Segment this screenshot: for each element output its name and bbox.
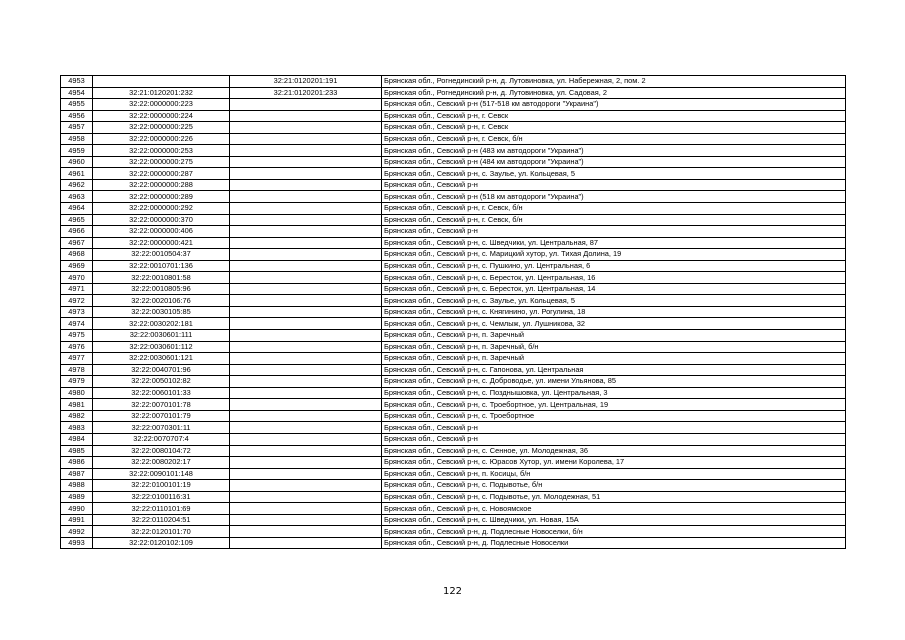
previous-number-cell [230, 145, 382, 157]
table-row [61, 214, 846, 226]
cadastral-number-cell: 32:22:0110101:69 [93, 503, 230, 515]
address-cell: Брянская обл., Севский р-н, с. Позднышовка, ул. Центральная, 3 [382, 387, 846, 399]
row-number-cell: 4967 [61, 237, 93, 249]
address-cell: Брянская обл., Севский р-н, с. Марицкий хутор, ул. Тихая Долина, 19 [382, 249, 846, 261]
previous-number-cell [230, 249, 382, 261]
previous-number-cell [230, 168, 382, 180]
row-number-cell: 4980 [61, 387, 93, 399]
cadastral-number-cell: 32:22:0000000:421 [93, 237, 230, 249]
table-row [61, 110, 846, 122]
address-cell: Брянская обл., Севский р-н (518 км автодороги "Украина") [382, 191, 846, 203]
address-cell: Брянская обл., Севский р-н (517-518 км автодороги "Украина") [382, 99, 846, 111]
previous-number-cell [230, 387, 382, 399]
registry-table [60, 75, 846, 549]
cadastral-number-cell: 32:22:0080104:72 [93, 445, 230, 457]
row-number-cell: 4964 [61, 203, 93, 215]
table-row [61, 133, 846, 145]
row-number-cell: 4974 [61, 318, 93, 330]
previous-number-cell [230, 410, 382, 422]
cadastral-number-cell: 32:22:0000000:288 [93, 179, 230, 191]
address-cell: Брянская обл., Севский р-н [382, 226, 846, 238]
table-row [61, 399, 846, 411]
previous-number-cell [230, 122, 382, 134]
address-cell: Брянская обл., Севский р-н, г. Севск, б/н [382, 203, 846, 215]
address-cell: Брянская обл., Севский р-н, с. Пушкино, ул. Центральная, 6 [382, 260, 846, 272]
address-cell: Брянская обл., Севский р-н [382, 179, 846, 191]
address-cell: Брянская обл., Севский р-н, с. Шведчики, ул. Центральная, 87 [382, 237, 846, 249]
previous-number-cell [230, 445, 382, 457]
row-number-cell: 4982 [61, 410, 93, 422]
cadastral-number-cell: 32:22:0000000:253 [93, 145, 230, 157]
row-number-cell: 4988 [61, 480, 93, 492]
address-cell: Брянская обл., Севский р-н, с. Княгинино, ул. Рогулина, 18 [382, 306, 846, 318]
cadastral-number-cell: 32:22:0070707:4 [93, 433, 230, 445]
row-number-cell: 4966 [61, 226, 93, 238]
row-number-cell: 4979 [61, 376, 93, 388]
table-row [61, 237, 846, 249]
table-row [61, 457, 846, 469]
previous-number-cell: 32:21:0120201:233 [230, 87, 382, 99]
row-number-cell: 4969 [61, 260, 93, 272]
cadastral-number-cell: 32:22:0070101:78 [93, 399, 230, 411]
previous-number-cell [230, 491, 382, 503]
table-row [61, 376, 846, 388]
row-number-cell: 4959 [61, 145, 93, 157]
table-row [61, 179, 846, 191]
previous-number-cell [230, 306, 382, 318]
table-row [61, 503, 846, 515]
previous-number-cell [230, 99, 382, 111]
address-cell: Брянская обл., Севский р-н, с. Подывотье, б/н [382, 480, 846, 492]
table-row [61, 283, 846, 295]
row-number-cell: 4961 [61, 168, 93, 180]
row-number-cell: 4991 [61, 514, 93, 526]
cadastral-number-cell: 32:22:0000000:289 [93, 191, 230, 203]
cadastral-number-cell: 32:22:0070101:79 [93, 410, 230, 422]
address-cell: Брянская обл., Севский р-н, с. Чемлыж, ул. Лушникова, 32 [382, 318, 846, 330]
table-row [61, 526, 846, 538]
table-row [61, 445, 846, 457]
address-cell: Брянская обл., Севский р-н [382, 433, 846, 445]
previous-number-cell [230, 295, 382, 307]
row-number-cell: 4986 [61, 457, 93, 469]
address-cell: Брянская обл., Севский р-н, с. Троебортное, ул. Центральная, 19 [382, 399, 846, 411]
address-cell: Брянская обл., Севский р-н, г. Севск [382, 122, 846, 134]
previous-number-cell [230, 433, 382, 445]
previous-number-cell [230, 364, 382, 376]
row-number-cell: 4983 [61, 422, 93, 434]
address-cell: Брянская обл., Севский р-н, с. Новоямское [382, 503, 846, 515]
cadastral-number-cell: 32:22:0100116:31 [93, 491, 230, 503]
table-row [61, 122, 846, 134]
previous-number-cell [230, 341, 382, 353]
cadastral-number-cell: 32:22:0000000:292 [93, 203, 230, 215]
address-cell: Брянская обл., Севский р-н, с. Заулье, ул. Кольцевая, 5 [382, 295, 846, 307]
cadastral-number-cell: 32:22:0120101:70 [93, 526, 230, 538]
row-number-cell: 4985 [61, 445, 93, 457]
registry-table-body [61, 76, 846, 549]
row-number-cell: 4955 [61, 99, 93, 111]
cadastral-number-cell: 32:22:0030202:181 [93, 318, 230, 330]
table-row [61, 306, 846, 318]
cadastral-number-cell: 32:22:0000000:275 [93, 156, 230, 168]
address-cell: Брянская обл., Севский р-н (484 км автодороги "Украина") [382, 156, 846, 168]
table-row [61, 480, 846, 492]
address-cell: Брянская обл., Севский р-н, с. Троебортное [382, 410, 846, 422]
table-row [61, 203, 846, 215]
cadastral-number-cell: 32:22:0090101:148 [93, 468, 230, 480]
previous-number-cell [230, 330, 382, 342]
cadastral-number-cell: 32:22:0070301:11 [93, 422, 230, 434]
table-row [61, 433, 846, 445]
row-number-cell: 4973 [61, 306, 93, 318]
previous-number-cell [230, 237, 382, 249]
table-row [61, 76, 846, 88]
cadastral-number-cell: 32:22:0000000:226 [93, 133, 230, 145]
address-cell: Брянская обл., Севский р-н, д. Подлесные Новоселки [382, 537, 846, 549]
previous-number-cell [230, 110, 382, 122]
table-row [61, 514, 846, 526]
table-row [61, 191, 846, 203]
row-number-cell: 4990 [61, 503, 93, 515]
table-row [61, 422, 846, 434]
cadastral-number-cell: 32:22:0000000:287 [93, 168, 230, 180]
previous-number-cell [230, 457, 382, 469]
table-row [61, 260, 846, 272]
table-row [61, 410, 846, 422]
previous-number-cell [230, 133, 382, 145]
cadastral-number-cell: 32:22:0010504:37 [93, 249, 230, 261]
cadastral-number-cell: 32:22:0040701:96 [93, 364, 230, 376]
address-cell: Брянская обл., Севский р-н, г. Севск [382, 110, 846, 122]
cadastral-number-cell: 32:22:0060101:33 [93, 387, 230, 399]
cadastral-number-cell: 32:22:0030601:121 [93, 353, 230, 365]
cadastral-number-cell: 32:22:0000000:223 [93, 99, 230, 111]
address-cell: Брянская обл., Севский р-н, с. Сенное, ул. Молодежная, 36 [382, 445, 846, 457]
address-cell: Брянская обл., Севский р-н, п. Косицы, б/н [382, 468, 846, 480]
table-row [61, 330, 846, 342]
row-number-cell: 4962 [61, 179, 93, 191]
table-row [61, 387, 846, 399]
address-cell: Брянская обл., Севский р-н, с. Подывотье, ул. Молодежная, 51 [382, 491, 846, 503]
row-number-cell: 4975 [61, 330, 93, 342]
row-number-cell: 4978 [61, 364, 93, 376]
row-number-cell: 4977 [61, 353, 93, 365]
previous-number-cell [230, 318, 382, 330]
address-cell: Брянская обл., Севский р-н, с. Юрасов Хутор, ул. имени Королева, 17 [382, 457, 846, 469]
table-row [61, 353, 846, 365]
table-row [61, 318, 846, 330]
address-cell: Брянская обл., Севский р-н [382, 422, 846, 434]
previous-number-cell: 32:21:0120201:191 [230, 76, 382, 88]
row-number-cell: 4993 [61, 537, 93, 549]
address-cell: Брянская обл., Севский р-н, с. Бересток, ул. Центральная, 16 [382, 272, 846, 284]
row-number-cell: 4953 [61, 76, 93, 88]
cadastral-number-cell: 32:21:0120201:232 [93, 87, 230, 99]
row-number-cell: 4957 [61, 122, 93, 134]
previous-number-cell [230, 203, 382, 215]
cadastral-number-cell: 32:22:0030105:85 [93, 306, 230, 318]
address-cell: Брянская обл., Севский р-н, с. Шведчики, ул. Новая, 15А [382, 514, 846, 526]
row-number-cell: 4970 [61, 272, 93, 284]
table-row [61, 491, 846, 503]
row-number-cell: 4968 [61, 249, 93, 261]
table-row [61, 99, 846, 111]
address-cell: Брянская обл., Севский р-н, с. Гапонова, ул. Центральная [382, 364, 846, 376]
row-number-cell: 4954 [61, 87, 93, 99]
address-cell: Брянская обл., Рогнединский р-н, д. Лутовиновка, ул. Набережная, 2, пом. 2 [382, 76, 846, 88]
row-number-cell: 4984 [61, 433, 93, 445]
cadastral-number-cell: 32:22:0000000:225 [93, 122, 230, 134]
row-number-cell: 4981 [61, 399, 93, 411]
previous-number-cell [230, 537, 382, 549]
previous-number-cell [230, 480, 382, 492]
table-row [61, 341, 846, 353]
row-number-cell: 4971 [61, 283, 93, 295]
previous-number-cell [230, 526, 382, 538]
table-row [61, 145, 846, 157]
page-number: 122 [442, 586, 463, 597]
table-row [61, 249, 846, 261]
row-number-cell: 4987 [61, 468, 93, 480]
address-cell: Брянская обл., Севский р-н, п. Заречный [382, 330, 846, 342]
cadastral-number-cell: 32:22:0080202:17 [93, 457, 230, 469]
previous-number-cell [230, 283, 382, 295]
address-cell: Брянская обл., Севский р-н, д. Подлесные Новоселки, б/н [382, 526, 846, 538]
cadastral-number-cell: 32:22:0100101:19 [93, 480, 230, 492]
cadastral-number-cell: 32:22:0000000:224 [93, 110, 230, 122]
row-number-cell: 4972 [61, 295, 93, 307]
row-number-cell: 4992 [61, 526, 93, 538]
row-number-cell: 4989 [61, 491, 93, 503]
address-cell: Брянская обл., Рогнединский р-н, д. Лутовиновка, ул. Садовая, 2 [382, 87, 846, 99]
previous-number-cell [230, 156, 382, 168]
previous-number-cell [230, 260, 382, 272]
previous-number-cell [230, 214, 382, 226]
previous-number-cell [230, 179, 382, 191]
previous-number-cell [230, 272, 382, 284]
table-row [61, 272, 846, 284]
address-cell: Брянская обл., Севский р-н, г. Севск, б/н [382, 214, 846, 226]
table-row [61, 468, 846, 480]
cadastral-number-cell: 32:22:0030601:112 [93, 341, 230, 353]
row-number-cell: 4976 [61, 341, 93, 353]
previous-number-cell [230, 399, 382, 411]
table-row [61, 537, 846, 549]
previous-number-cell [230, 191, 382, 203]
cadastral-number-cell [93, 76, 230, 88]
cadastral-number-cell: 32:22:0000000:406 [93, 226, 230, 238]
previous-number-cell [230, 376, 382, 388]
cadastral-number-cell: 32:22:0030601:111 [93, 330, 230, 342]
row-number-cell: 4958 [61, 133, 93, 145]
cadastral-number-cell: 32:22:0010701:136 [93, 260, 230, 272]
table-row [61, 156, 846, 168]
address-cell: Брянская обл., Севский р-н, с. Заулье, ул. Кольцевая, 5 [382, 168, 846, 180]
row-number-cell: 4956 [61, 110, 93, 122]
previous-number-cell [230, 503, 382, 515]
previous-number-cell [230, 226, 382, 238]
previous-number-cell [230, 514, 382, 526]
table-row [61, 87, 846, 99]
row-number-cell: 4963 [61, 191, 93, 203]
table-row [61, 295, 846, 307]
cadastral-number-cell: 32:22:0050102:82 [93, 376, 230, 388]
previous-number-cell [230, 353, 382, 365]
previous-number-cell [230, 468, 382, 480]
cadastral-number-cell: 32:22:0000000:370 [93, 214, 230, 226]
address-cell: Брянская обл., Севский р-н (483 км автодороги "Украина") [382, 145, 846, 157]
row-number-cell: 4960 [61, 156, 93, 168]
address-cell: Брянская обл., Севский р-н, г. Севск, б/н [382, 133, 846, 145]
cadastral-number-cell: 32:22:0020106:76 [93, 295, 230, 307]
table-row [61, 364, 846, 376]
table-row [61, 168, 846, 180]
cadastral-number-cell: 32:22:0110204:51 [93, 514, 230, 526]
cadastral-number-cell: 32:22:0010805:96 [93, 283, 230, 295]
cadastral-number-cell: 32:22:0010801:58 [93, 272, 230, 284]
address-cell: Брянская обл., Севский р-н, с. Бересток, ул. Центральная, 14 [382, 283, 846, 295]
cadastral-number-cell: 32:22:0120102:109 [93, 537, 230, 549]
previous-number-cell [230, 422, 382, 434]
table-row [61, 226, 846, 238]
address-cell: Брянская обл., Севский р-н, с. Доброводье, ул. имени Ульянова, 85 [382, 376, 846, 388]
address-cell: Брянская обл., Севский р-н, п. Заречный [382, 353, 846, 365]
address-cell: Брянская обл., Севский р-н, п. Заречный, б/н [382, 341, 846, 353]
row-number-cell: 4965 [61, 214, 93, 226]
